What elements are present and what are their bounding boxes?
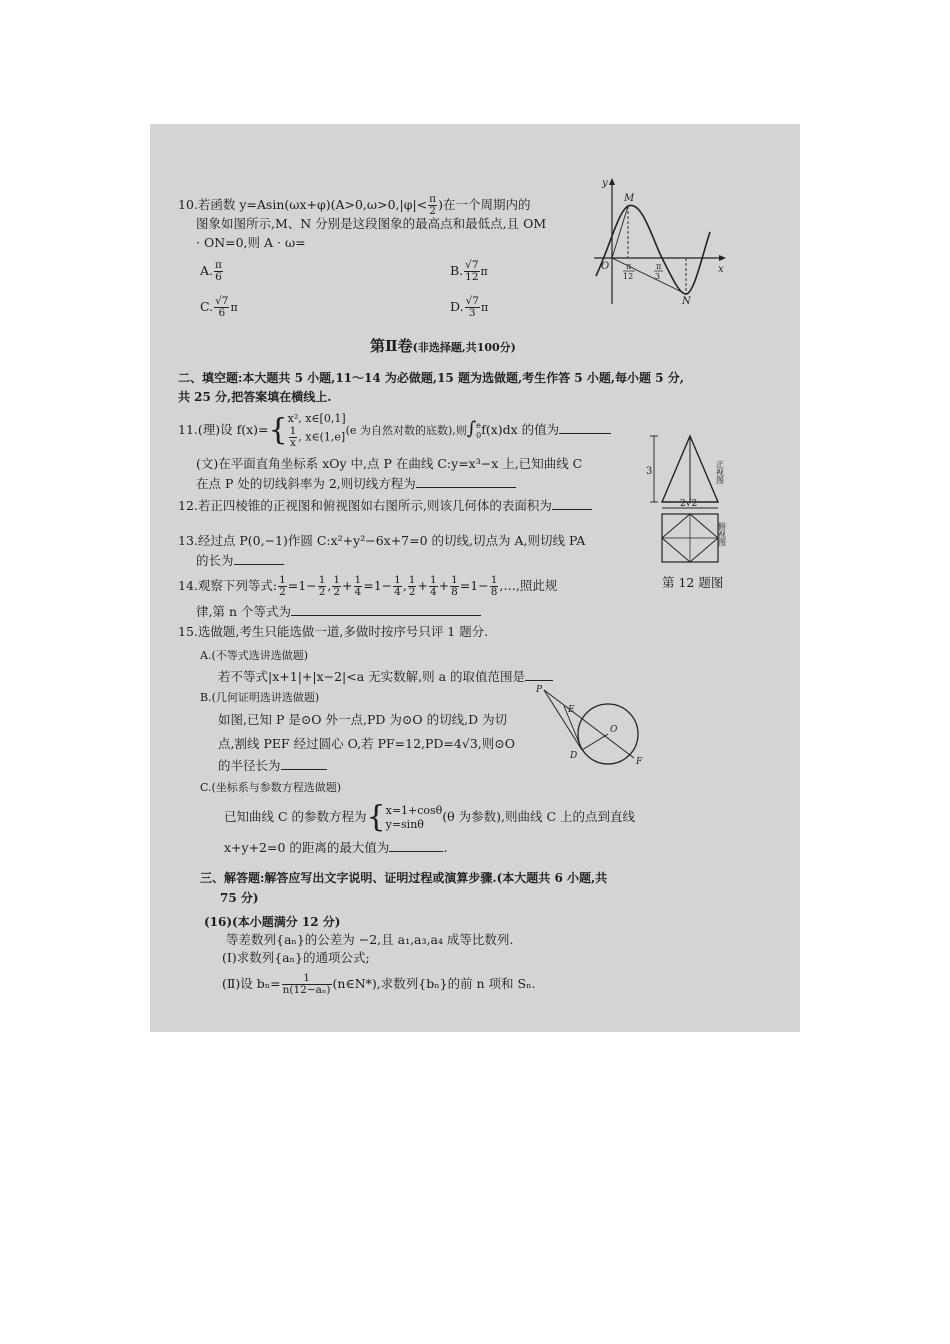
q15-b-title: B.(几何证明选讲选做题) [200,691,320,704]
q10-option-a: A. $\frac{\pi}{6}$ [200,259,222,283]
q10-line1: 10.若函数 y=Asin(ωx+φ)(A>0,ω>0,|φ|< $\frac{\pi}{2}$ )在一个周期内的 [178,193,531,217]
q12-caption: 第 12 题图 [662,575,724,590]
circle-point-d: D [570,751,578,761]
q10-line2: 图象如图所示,M、N 分别是这段图象的最高点和最低点,且 OM [196,216,547,231]
q15-c-line1: 已知曲线 C 的参数方程为{ x=1+cosθ y=sinθ (θ 为参数),则曲线 C 上的点到直线 [224,799,636,835]
q10-line3: · ON=0,则 A · ω= [196,235,306,250]
q15-b-line2: 点,割线 PEF 经过圆心 O,若 PF=12,PD=4√3,则⊙O [218,736,515,751]
section2-line1: 二、填空题:本大题共 5 小题,11～14 为必做题,15 题为选做题,考生作答 5 小题,每小题 5 分, [178,371,684,385]
scanned-exam-page [150,124,800,1032]
q15-intro: 15.选做题,考生只能选做一道,多做时按序号只评 1 题分. [178,624,489,639]
q12-width-label: 2√2 [680,499,698,509]
graph-tick2-den: 3 [655,272,661,281]
q15-a-text: 若不等式|x+1|+|x−2|<a 无实数解,则 a 的取值范围是 [218,669,553,685]
q16-line2: (Ⅰ)求数列{aₙ}的通项公式; [222,950,370,965]
q15-b-line3: 的半径长为 [218,758,327,774]
graph-tick1-num: π [626,262,632,271]
q15-c-line2: x+y+2=0 的距离的最大值为 . [224,840,448,855]
graph-y-label: y [602,178,608,189]
q16-line1: 等差数列{aₙ}的公差为 −2,且 a₁,a₃,a₄ 成等比数列. [226,932,514,947]
q15-c-title: C.(坐标系与参数方程选做题) [200,781,342,794]
q10-option-b: B. $\frac{√7}{12}$ π [450,259,488,283]
part2-heading: 第Ⅱ卷(非选择题,共100分) [370,337,516,355]
q16-title: (16)(本小题满分 12 分) [204,915,341,929]
circle-point-p: P [536,685,543,695]
q11-arts-line1: (文)在平面直角坐标系 xOy 中,点 P 在曲线 C:y=x³−x 上,已知曲线 C [196,456,583,471]
q14-line2: 律,第 n 个等式为 [196,604,481,620]
section3-line1: 三、解答题:解答应写出文字说明、证明过程或演算步骤.(本大题共 6 小题,共 [200,871,608,885]
q12-text: 12.若正四棱锥的正视图和俯视图如右图所示,则该几何体的表面积为 [178,498,592,514]
graph-origin-label: O [601,261,610,272]
graph-tick2-num: π [656,262,662,271]
circle-point-e: E [568,705,575,715]
q12-height-label: 3 [646,466,653,477]
circle-point-f: F [636,757,643,767]
circle-point-o: O [610,725,618,735]
graph-max-label: M [624,193,635,204]
graph-tick1-den: 12 [623,272,634,281]
q11-science: 11.(理)设 f(x)={ x², x∈[0,1] $\frac{1}{x}$ , x∈(1,e] (e 为自然对数的底数),则∫ e 0 f(x)dx 的值为 [178,412,611,449]
graph-min-label: N [682,296,691,306]
section2-line2: 共 25 分,把答案填在横线上. [178,390,332,404]
q12-figures [634,430,744,590]
q12-top-view-label: 俯视图 [717,522,727,546]
q10-sine-graph [590,176,730,306]
q13-line1: 13.经过点 P(0,−1)作圆 C:x²+y²−6x+7=0 的切线,切点为 A,则切线 PA [178,533,586,548]
graph-x-label: x [718,264,724,275]
q13-line2: 的长为 [196,553,284,569]
q10-option-c: C. $\frac{√7}{6}$ π [200,295,238,319]
q16-line3: (Ⅱ)设 bₙ= $\frac{1}{\text{n(12−aₙ)}}$ (n∈N*),求数列{bₙ}的前 n 项和 Sₙ. [222,972,536,996]
q12-front-view-label: 正视图 [715,460,725,484]
q15-b-line1: 如图,已知 P 是⊙O 外一点,PD 为⊙O 的切线,D 为切 [218,712,508,727]
section3-line2: 75 分) [220,891,259,905]
q10-option-d: D. $\frac{√7}{3}$ π [450,295,489,319]
q11-arts-line2: 在点 P 处的切线斜率为 2,则切线方程为 [196,476,516,492]
q14-line1: 14.观察下列等式: $\frac{1}{2}$ =1− $\frac{1}{2}$ , $\frac{1}{2}$ + $\frac{1}{4}$ =1− $\frac{1}{4}$ , $\frac{1}{2}$ + $\frac{1}{4}$ + $\frac{1}{8}$ =1− $\frac{1}{8}$ ,…,照此规 [178,574,558,598]
q15-a-title: A.(不等式选讲选做题) [200,649,309,662]
q15-b-circle-figure [534,682,644,772]
